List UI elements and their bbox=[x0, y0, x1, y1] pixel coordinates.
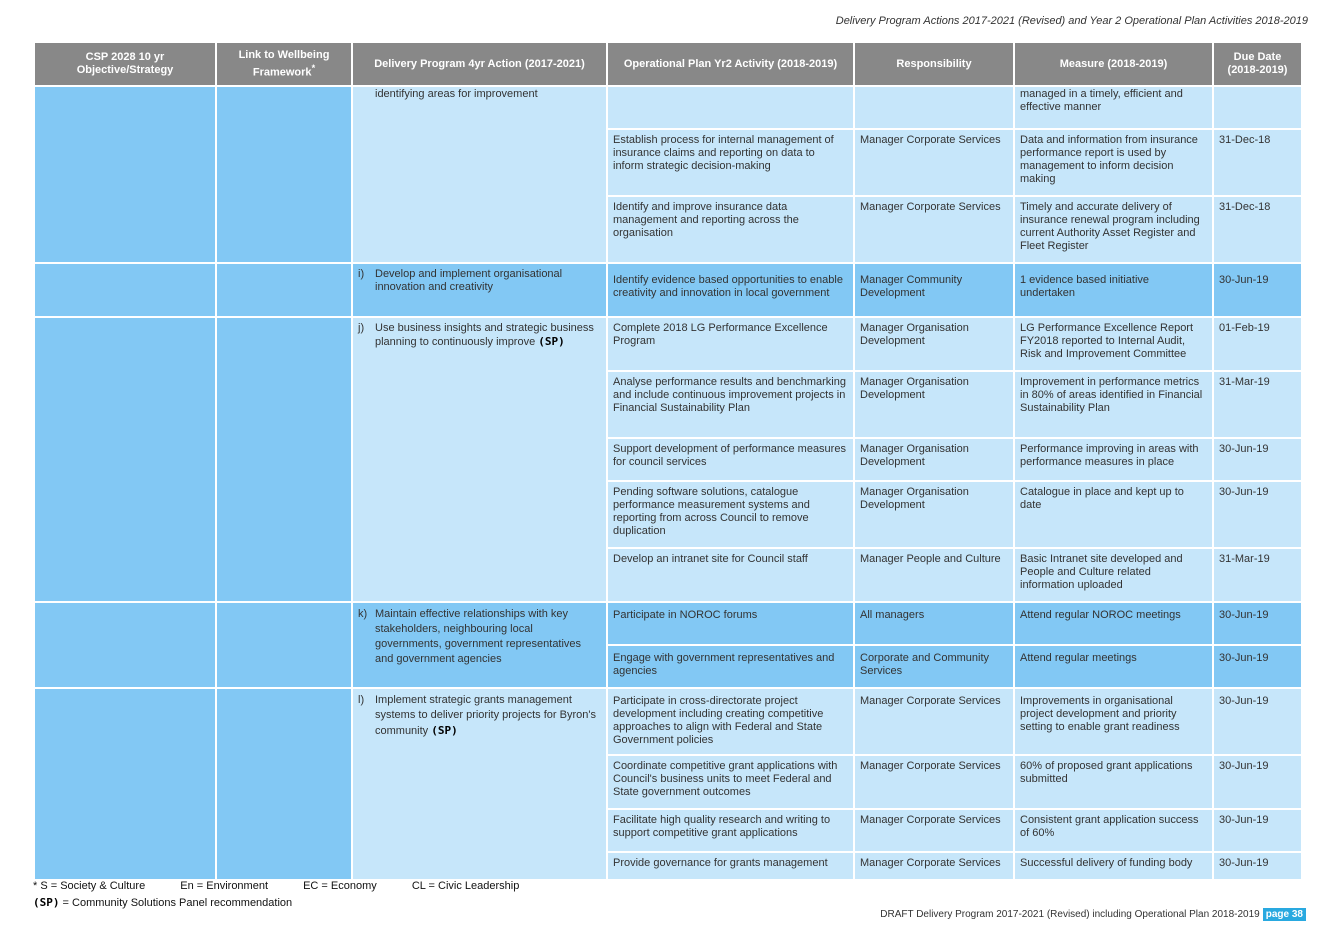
resp-cell: Manager Corporate Services bbox=[854, 852, 1014, 880]
measure-cell: Attend regular NOROC meetings bbox=[1014, 602, 1213, 645]
op-activity-cell: Participate in cross-directorate project development including creating competitive approaches to align with Federal and State Government policies bbox=[607, 688, 854, 755]
dp-action-cell: j) Use business insights and strategic business planning to continuously improve (SP) bbox=[352, 317, 607, 602]
measure-cell: Attend regular meetings bbox=[1014, 645, 1213, 688]
col-header-due: Due Date (2018-2019) bbox=[1213, 42, 1302, 86]
measure-cell: managed in a timely, efficient and effective manner bbox=[1014, 86, 1213, 129]
dp-action-cell: l) Implement strategic grants management systems to deliver priority projects for Byron's community (SP) bbox=[352, 688, 607, 880]
op-activity-cell bbox=[607, 86, 854, 129]
op-activity-cell: Provide governance for grants management bbox=[607, 852, 854, 880]
link-cell bbox=[216, 263, 352, 317]
op-activity-cell: Engage with government representatives and agencies bbox=[607, 645, 854, 688]
measure-cell: Successful delivery of funding body bbox=[1014, 852, 1213, 880]
table-header-row bbox=[34, 42, 1302, 86]
page-footer bbox=[880, 909, 1306, 920]
table-row bbox=[34, 688, 1302, 755]
resp-cell: Manager Corporate Services bbox=[854, 688, 1014, 755]
op-activity-cell: Identify and improve insurance data management and reporting across the organisation bbox=[607, 196, 854, 263]
measure-cell: Catalogue in place and kept up to date bbox=[1014, 481, 1213, 548]
op-activity-cell: Identify evidence based opportunities to enable creativity and innovation in local government bbox=[607, 263, 854, 317]
measure-cell: 60% of proposed grant applications submitted bbox=[1014, 755, 1213, 809]
resp-cell bbox=[854, 86, 1014, 129]
op-activity-cell: Complete 2018 LG Performance Excellence Program bbox=[607, 317, 854, 371]
due-cell: 30-Jun-19 bbox=[1213, 438, 1302, 481]
measure-cell: Improvements in organisational project development and priority setting to enable grant readiness bbox=[1014, 688, 1213, 755]
measure-cell: 1 evidence based initiative undertaken bbox=[1014, 263, 1213, 317]
due-cell bbox=[1213, 86, 1302, 129]
page-number: page 38 bbox=[1263, 908, 1306, 921]
csp-cell bbox=[34, 263, 216, 317]
measure-cell: LG Performance Excellence Report FY2018 reported to Internal Audit, Risk and Improvement Committee bbox=[1014, 317, 1213, 371]
measure-cell: Data and information from insurance performance report is used by management to inform decision making bbox=[1014, 129, 1213, 196]
resp-cell: Manager Organisation Development bbox=[854, 371, 1014, 438]
resp-cell: Manager Corporate Services bbox=[854, 196, 1014, 263]
resp-cell: Manager People and Culture bbox=[854, 548, 1014, 602]
link-cell bbox=[216, 602, 352, 688]
due-cell: 30-Jun-19 bbox=[1213, 688, 1302, 755]
link-cell bbox=[216, 86, 352, 263]
footer-text: DRAFT Delivery Program 2017-2021 (Revised) including Operational Plan 2018-2019 bbox=[880, 909, 1260, 920]
table-row bbox=[34, 317, 1302, 371]
resp-cell: Manager Corporate Services bbox=[854, 129, 1014, 196]
sp-tag: (SP) bbox=[431, 724, 458, 737]
link-cell bbox=[216, 317, 352, 602]
due-cell: 31-Dec-18 bbox=[1213, 196, 1302, 263]
measure-cell: Basic Intranet site developed and People and Culture related information uploaded bbox=[1014, 548, 1213, 602]
legend-cl: CL = Civic Leadership bbox=[411, 880, 520, 892]
due-cell: 30-Jun-19 bbox=[1213, 809, 1302, 852]
op-activity-cell: Support development of performance measures for council services bbox=[607, 438, 854, 481]
table-row bbox=[34, 86, 1302, 129]
due-cell: 30-Jun-19 bbox=[1213, 481, 1302, 548]
resp-cell: Manager Organisation Development bbox=[854, 317, 1014, 371]
legend-sp-text: = Community Solutions Panel recommendation bbox=[59, 897, 293, 909]
measure-cell: Consistent grant application success of 60% bbox=[1014, 809, 1213, 852]
due-cell: 30-Jun-19 bbox=[1213, 645, 1302, 688]
resp-cell: Manager Community Development bbox=[854, 263, 1014, 317]
legend-s: * S = Society & Culture bbox=[33, 880, 146, 892]
due-cell: 30-Jun-19 bbox=[1213, 852, 1302, 880]
legend-sp-tag: (SP) bbox=[33, 896, 60, 909]
measure-cell: Improvement in performance metrics in 80% of areas identified in Financial Sustainability Plan bbox=[1014, 371, 1213, 438]
dp-action-cell: i) Develop and implement organisational innovation and creativity bbox=[352, 263, 607, 317]
dp-action-cell: identifying areas for improvement bbox=[352, 86, 607, 263]
op-activity-cell: Develop an intranet site for Council staff bbox=[607, 548, 854, 602]
legend-sp-line bbox=[33, 896, 292, 909]
col-header-resp: Responsibility bbox=[854, 42, 1014, 86]
resp-cell: Manager Corporate Services bbox=[854, 755, 1014, 809]
link-cell bbox=[216, 688, 352, 880]
col-header-dp: Delivery Program 4yr Action (2017-2021) bbox=[352, 42, 607, 86]
resp-cell: All managers bbox=[854, 602, 1014, 645]
csp-cell bbox=[34, 86, 216, 263]
sp-tag: (SP) bbox=[538, 335, 565, 348]
actions-table bbox=[33, 41, 1303, 881]
legend-line bbox=[33, 880, 551, 892]
due-cell: 31-Mar-19 bbox=[1213, 548, 1302, 602]
op-activity-cell: Analyse performance results and benchmarking and include continuous improvement projects in Financial Sustainability Plan bbox=[607, 371, 854, 438]
col-header-measure: Measure (2018-2019) bbox=[1014, 42, 1213, 86]
col-header-csp: CSP 2028 10 yr Objective/Strategy bbox=[34, 42, 216, 86]
op-activity-cell: Participate in NOROC forums bbox=[607, 602, 854, 645]
resp-cell: Manager Corporate Services bbox=[854, 809, 1014, 852]
due-cell: 31-Mar-19 bbox=[1213, 371, 1302, 438]
table-row bbox=[34, 263, 1302, 317]
op-activity-cell: Establish process for internal management of insurance claims and reporting on data to inform strategic decision-making bbox=[607, 129, 854, 196]
due-cell: 01-Feb-19 bbox=[1213, 317, 1302, 371]
legend-ec: EC = Economy bbox=[303, 880, 377, 892]
dp-action-cell: k) Maintain effective relationships with key stakeholders, neighbouring local governments, government representatives and government agencies bbox=[352, 602, 607, 688]
csp-cell bbox=[34, 688, 216, 880]
legend-en: En = Environment bbox=[180, 880, 269, 892]
resp-cell: Manager Organisation Development bbox=[854, 481, 1014, 548]
csp-cell bbox=[34, 317, 216, 602]
op-activity-cell: Facilitate high quality research and writing to support competitive grant applications bbox=[607, 809, 854, 852]
op-activity-cell: Pending software solutions, catalogue performance measurement systems and reporting from across Council to remove duplication bbox=[607, 481, 854, 548]
page-header-title: Delivery Program Actions 2017-2021 (Revised) and Year 2 Operational Plan Activities 2018-2019 bbox=[835, 15, 1308, 27]
due-cell: 31-Dec-18 bbox=[1213, 129, 1302, 196]
csp-cell bbox=[34, 602, 216, 688]
due-cell: 30-Jun-19 bbox=[1213, 755, 1302, 809]
col-header-op: Operational Plan Yr2 Activity (2018-2019) bbox=[607, 42, 854, 86]
table-row bbox=[34, 602, 1302, 645]
resp-cell: Manager Organisation Development bbox=[854, 438, 1014, 481]
due-cell: 30-Jun-19 bbox=[1213, 602, 1302, 645]
op-activity-cell: Coordinate competitive grant applications with Council's business units to meet Federal and State government outcomes bbox=[607, 755, 854, 809]
measure-cell: Timely and accurate delivery of insurance renewal program including current Authority Asset Register and Fleet Register bbox=[1014, 196, 1213, 263]
resp-cell: Corporate and Community Services bbox=[854, 645, 1014, 688]
due-cell: 30-Jun-19 bbox=[1213, 263, 1302, 317]
measure-cell: Performance improving in areas with performance measures in place bbox=[1014, 438, 1213, 481]
col-header-link: Link to Wellbeing Framework* bbox=[216, 42, 352, 86]
